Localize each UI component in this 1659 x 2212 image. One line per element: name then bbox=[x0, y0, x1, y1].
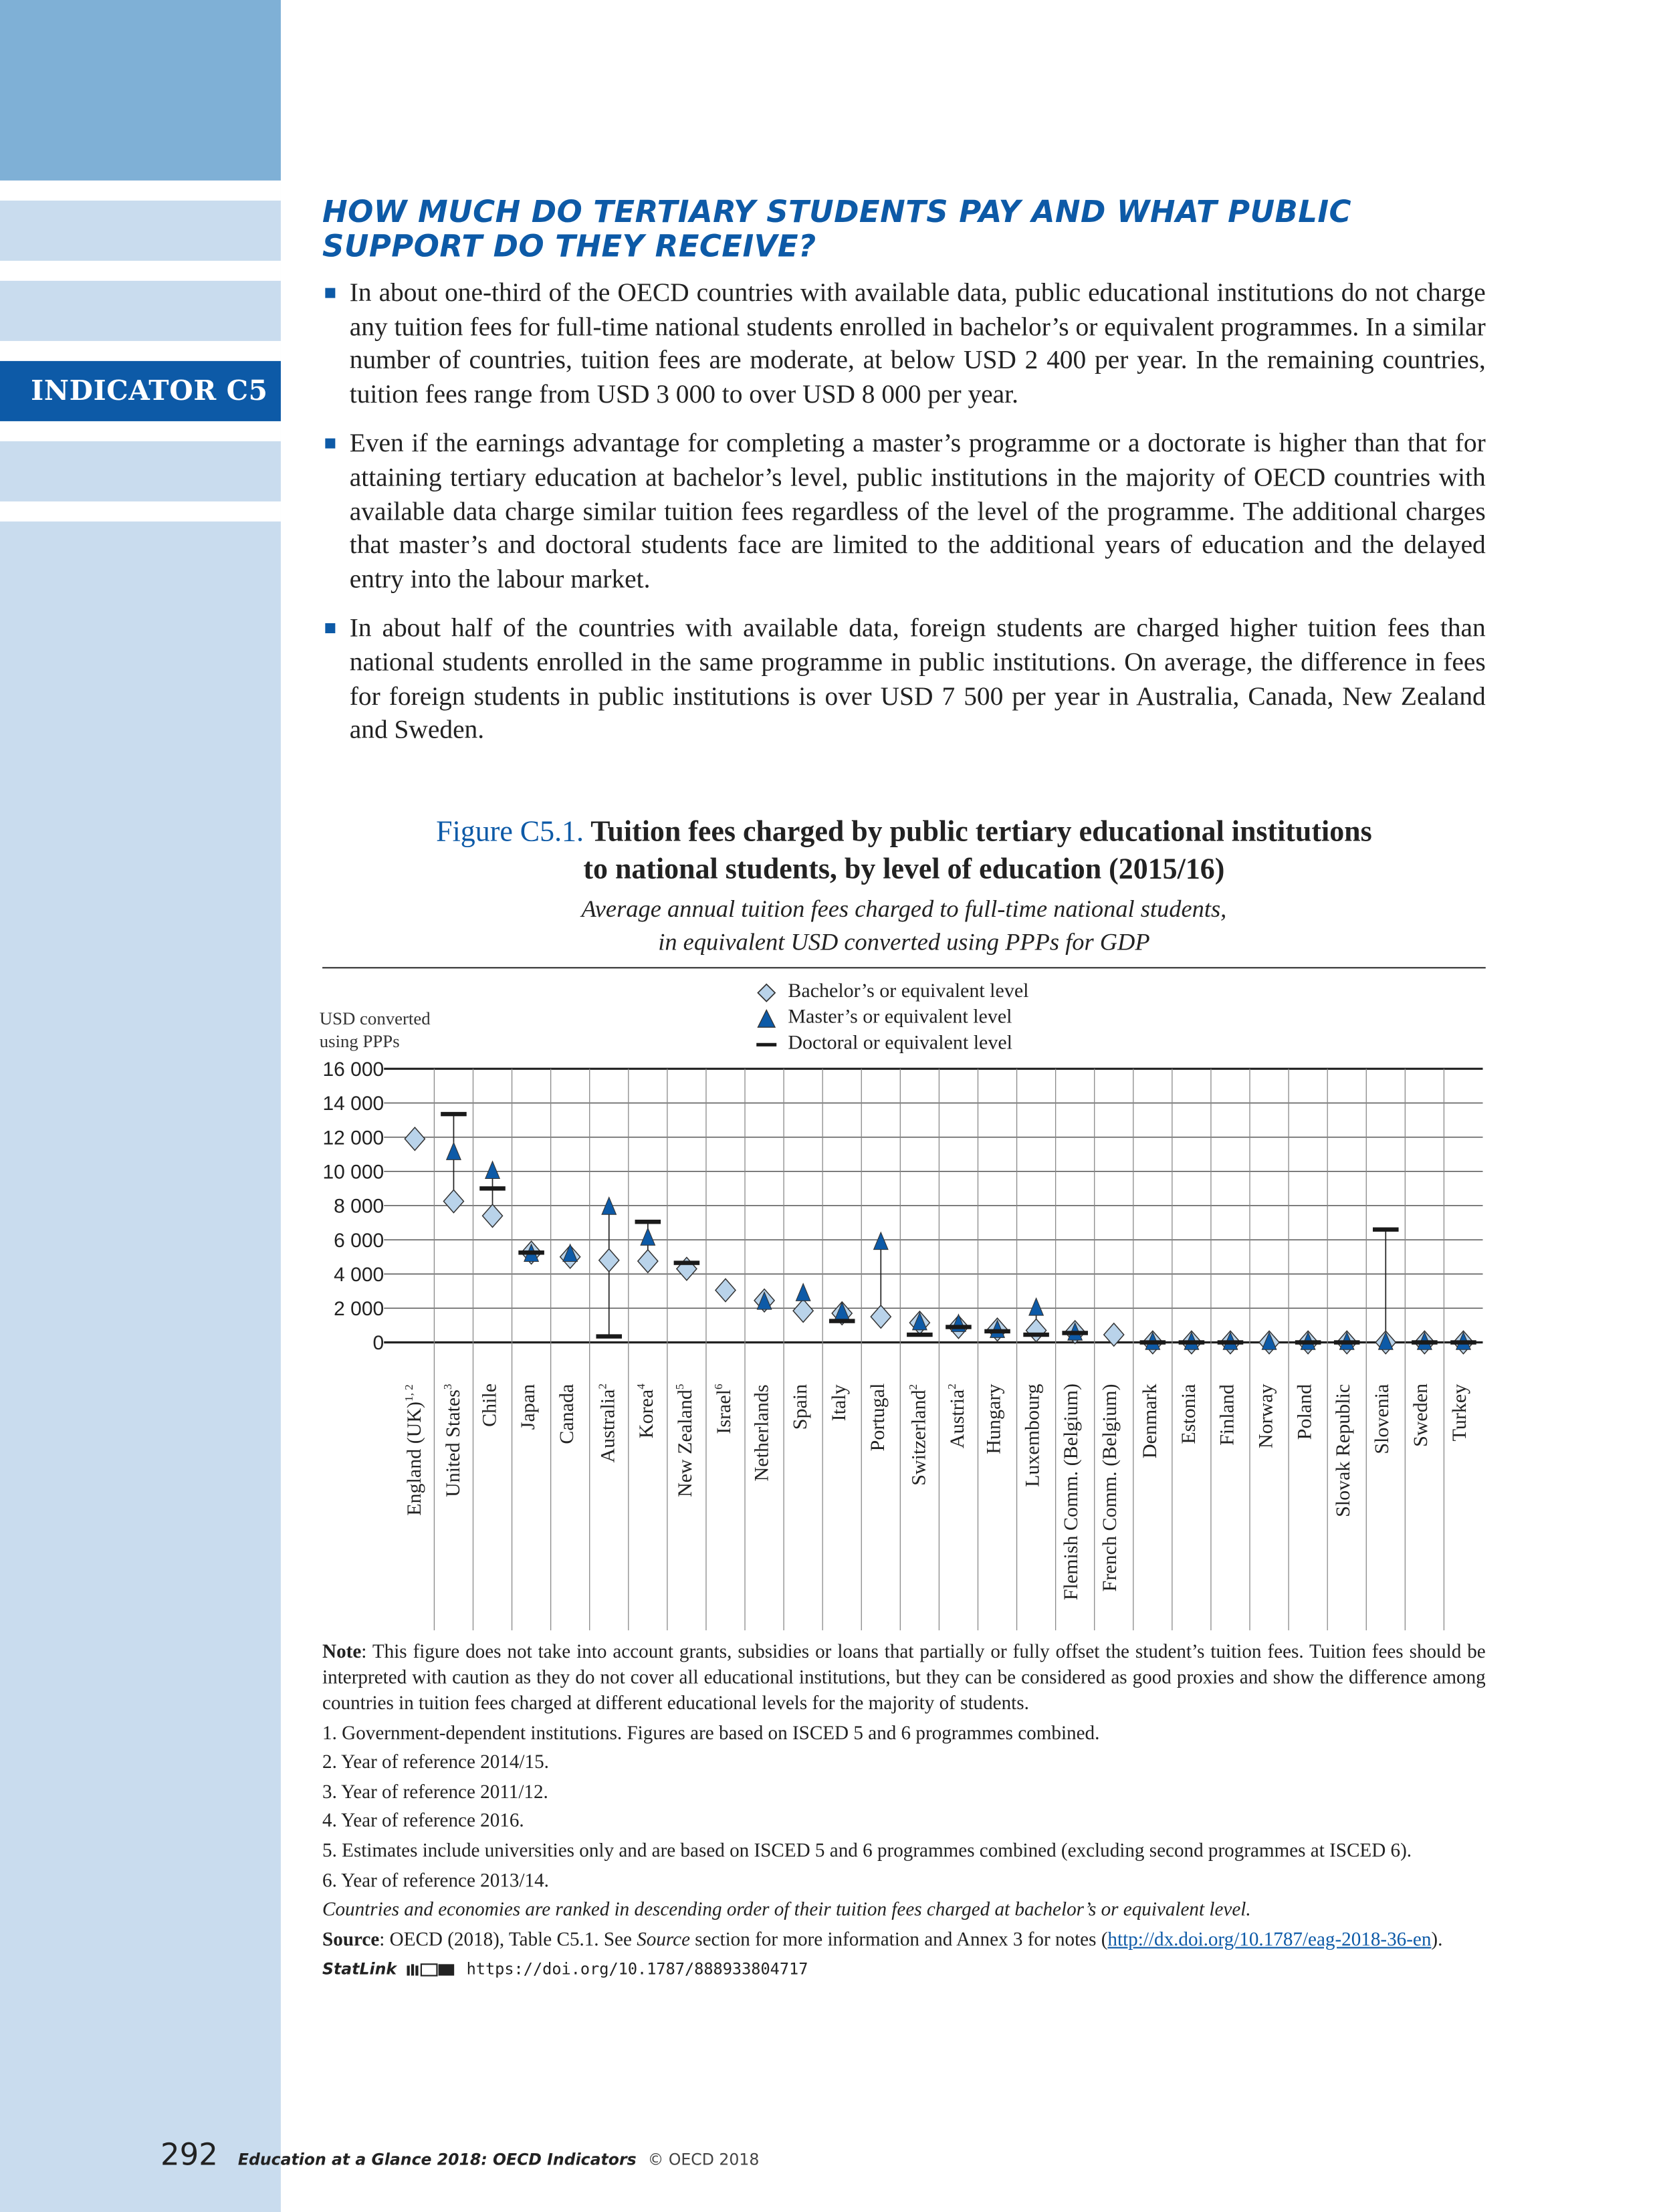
y-tick-label: 0 bbox=[372, 1332, 384, 1355]
statlink-logo-icon bbox=[407, 1963, 456, 1977]
country-name: Spain bbox=[790, 1384, 812, 1430]
doctoral-point bbox=[596, 1334, 622, 1338]
source-label: Source bbox=[322, 1928, 380, 1950]
doctoral-point bbox=[1140, 1340, 1166, 1344]
doctoral-point bbox=[829, 1319, 855, 1323]
x-tick-label bbox=[868, 1384, 891, 1452]
y-tick-label: 2 000 bbox=[334, 1298, 384, 1321]
x-tick-label bbox=[1062, 1384, 1085, 1600]
bachelor-point bbox=[871, 1305, 891, 1328]
statlink bbox=[322, 1956, 1486, 1983]
legend-label: Bachelor’s or equivalent level bbox=[788, 981, 1029, 1003]
country-footnote-ref: 2 bbox=[596, 1383, 609, 1390]
footnote: 4. Year of reference 2016. bbox=[322, 1809, 524, 1832]
indicator-label: INDICATOR C5 bbox=[0, 361, 281, 421]
doctoral-point bbox=[907, 1333, 933, 1337]
x-tick-label bbox=[1256, 1384, 1279, 1448]
figure-notes bbox=[322, 1639, 1486, 1987]
statlink-url[interactable]: https://doi.org/10.1787/888933804717 bbox=[466, 1960, 808, 1979]
country-name: Australia bbox=[598, 1389, 621, 1463]
master-point bbox=[1029, 1298, 1043, 1315]
bachelor-point bbox=[483, 1204, 503, 1227]
note bbox=[322, 1639, 1486, 1717]
country-name: French Comm. (Belgium) bbox=[1101, 1384, 1123, 1592]
page-number: 292 bbox=[160, 2137, 218, 2173]
country-name: Finland bbox=[1217, 1384, 1239, 1446]
doctoral-point bbox=[518, 1250, 544, 1254]
x-tick-label bbox=[752, 1384, 774, 1481]
bachelor-point bbox=[638, 1250, 658, 1273]
doctoral-point bbox=[441, 1112, 467, 1116]
country-name: Norway bbox=[1256, 1384, 1278, 1449]
statlink-label: StatLink bbox=[322, 1960, 397, 1979]
doctoral-point bbox=[1334, 1340, 1360, 1344]
y-tick-label: 10 000 bbox=[322, 1161, 384, 1184]
page-title: HOW MUCH DO TERTIARY STUDENTS PAY AND WHAT PUBLIC SUPPORT DO THEY RECEIVE? bbox=[322, 195, 1351, 264]
y-tick-label: 6 000 bbox=[334, 1229, 384, 1252]
x-tick-label bbox=[674, 1384, 699, 1497]
bachelor-point bbox=[715, 1279, 736, 1301]
country-name: New Zealand bbox=[676, 1390, 698, 1497]
figure-title-line1: Tuition fees charged by public tertiary educational institutions bbox=[590, 816, 1372, 849]
source-text: section for more information and Annex 3 for notes ( bbox=[690, 1928, 1108, 1950]
country-footnote-ref: 2 bbox=[907, 1384, 920, 1390]
country-footnote-ref: 4 bbox=[635, 1384, 648, 1390]
master-point bbox=[447, 1143, 461, 1160]
x-tick-label bbox=[1450, 1384, 1473, 1442]
country-name: Estonia bbox=[1178, 1384, 1200, 1444]
country-name: Slovenia bbox=[1372, 1384, 1395, 1454]
master-point bbox=[641, 1228, 655, 1246]
country-footnote-ref: 1, 2 bbox=[402, 1384, 415, 1402]
copyright: © OECD 2018 bbox=[647, 2150, 760, 2169]
y-tick-label: 12 000 bbox=[322, 1127, 384, 1149]
doctoral-point bbox=[674, 1260, 700, 1264]
x-tick-label bbox=[1140, 1384, 1163, 1458]
x-tick-label bbox=[1334, 1384, 1357, 1517]
footnote: 6. Year of reference 2013/14. bbox=[322, 1869, 549, 1891]
x-tick-label bbox=[1373, 1384, 1396, 1454]
country-name: Italy bbox=[828, 1384, 851, 1422]
doctoral-point bbox=[1373, 1228, 1399, 1232]
bullet-text: In about one-third of the OECD countries with available data, public educational institutions do not charge any tuition fees for full-time national students enrolled in bachelor’s or equivalent programmes. In a similar number of countries, tuition fees are moderate, at below USD 2 400 per year. In the remaining countries, tuition fees range from USD 3 000 to over USD 8 000 per year. bbox=[349, 278, 1486, 409]
x-tick-label bbox=[518, 1384, 541, 1430]
doctoral-point bbox=[1412, 1340, 1438, 1344]
x-tick-label bbox=[596, 1384, 621, 1463]
master-point bbox=[796, 1284, 810, 1301]
x-tick-label bbox=[984, 1384, 1007, 1454]
note-label: Note bbox=[322, 1640, 362, 1662]
bachelor-point bbox=[599, 1249, 619, 1272]
x-tick-label bbox=[557, 1384, 580, 1444]
note-text: : This figure does not take into account grants, subsidies or loans that partially or fully offset the student’s tuition fees. Tuition fees should be interpreted with caution as they do not cover all educational institutions, but they can be considered as good proxies and show the difference among countries in tuition fees charged at different educational levels for the majority of students. bbox=[322, 1640, 1486, 1714]
y-tick-label: 16 000 bbox=[322, 1059, 384, 1081]
source-text: ). bbox=[1431, 1928, 1443, 1950]
y-tick-label: 8 000 bbox=[334, 1195, 384, 1218]
country-name: Hungary bbox=[984, 1384, 1006, 1454]
doctoral-point bbox=[946, 1325, 972, 1329]
country-name: Slovak Republic bbox=[1333, 1384, 1356, 1517]
country-name: Sweden bbox=[1412, 1383, 1434, 1447]
country-name: Japan bbox=[518, 1384, 540, 1430]
publication-title: Education at a Glance 2018: OECD Indicators bbox=[237, 2150, 637, 2169]
x-tick-label bbox=[1101, 1384, 1123, 1592]
source-italic: Source bbox=[637, 1928, 691, 1950]
doctoral-point bbox=[635, 1220, 661, 1224]
page-footer bbox=[160, 2138, 759, 2172]
x-tick-label bbox=[907, 1384, 932, 1486]
x-tick-label bbox=[1023, 1384, 1046, 1486]
figure-subtitle-line2: in equivalent USD converted using PPPs for GDP bbox=[658, 928, 1150, 956]
y-tick-label: 14 000 bbox=[322, 1093, 384, 1115]
country-name: Israel bbox=[715, 1390, 737, 1434]
bachelor-point bbox=[443, 1190, 463, 1212]
x-tick-label bbox=[713, 1384, 738, 1434]
x-tick-label bbox=[479, 1384, 502, 1427]
country-footnote-ref: 6 bbox=[712, 1384, 726, 1390]
x-tick-label bbox=[946, 1384, 971, 1448]
country-name: Denmark bbox=[1139, 1384, 1162, 1459]
bachelor-point bbox=[405, 1127, 425, 1150]
source-text: : OECD (2018), Table C5.1. See bbox=[379, 1928, 637, 1950]
x-tick-label bbox=[1412, 1384, 1434, 1447]
footnote: 3. Year of reference 2011/12. bbox=[322, 1780, 548, 1802]
master-point bbox=[874, 1232, 888, 1250]
doctoral-point bbox=[984, 1329, 1010, 1333]
country-name: Switzerland bbox=[909, 1390, 931, 1486]
doctoral-point bbox=[1295, 1340, 1321, 1344]
doctoral-point bbox=[1218, 1340, 1244, 1344]
figure-subtitle-line1: Average annual tuition fees charged to full-time national students, bbox=[581, 895, 1227, 923]
figure-title-line2: to national students, by level of education (2015/16) bbox=[583, 853, 1225, 886]
x-tick-label bbox=[635, 1384, 661, 1438]
x-tick-label bbox=[1218, 1384, 1240, 1446]
doctoral-point bbox=[1023, 1333, 1049, 1337]
y-axis-title-line1: USD converted bbox=[319, 1008, 431, 1029]
country-name: Luxembourg bbox=[1023, 1384, 1045, 1487]
legend-label: Master’s or equivalent level bbox=[788, 1007, 1012, 1029]
ranking-note: Countries and economies are ranked in descending order of their tuition fees charged at bachelor’s or equivalent level. bbox=[322, 1898, 1251, 1920]
country-footnote-ref: 5 bbox=[673, 1384, 687, 1390]
bachelor-point bbox=[793, 1299, 813, 1322]
x-tick-label bbox=[1295, 1384, 1318, 1440]
x-tick-label bbox=[1179, 1384, 1202, 1444]
country-name: Flemish Comm. (Belgium) bbox=[1062, 1384, 1084, 1601]
doctoral-point bbox=[1062, 1331, 1088, 1335]
x-tick-label bbox=[441, 1384, 466, 1497]
country-footnote-ref: 2 bbox=[946, 1384, 959, 1390]
footnote: 1. Government-dependent institutions. Figures are based on ISCED 5 and 6 programmes combined. bbox=[322, 1721, 1100, 1743]
source bbox=[322, 1926, 1486, 1953]
country-name: Korea bbox=[637, 1389, 659, 1439]
country-footnote-ref: 3 bbox=[441, 1384, 454, 1390]
country-name: United States bbox=[443, 1390, 465, 1497]
source-link[interactable]: http://dx.doi.org/10.1787/eag-2018-36-en bbox=[1107, 1928, 1432, 1950]
bullet-text: Even if the earnings advantage for completing a master’s programme or a doctorate is higher than that for attaining tertiary education at bachelor’s level, public institutions in the majority of OECD countries with available data charge similar tuition fees regardless of the level of the programme. The additional charges that master’s and doctoral students face are limited to the additional years of education and the delayed entry into the labour market. bbox=[349, 429, 1486, 593]
footnote: 5. Estimates include universities only and are based on ISCED 5 and 6 programmes combined (excluding second programmes at ISCED 6). bbox=[322, 1839, 1412, 1862]
doctoral-point bbox=[1450, 1340, 1476, 1344]
country-name: Turkey bbox=[1450, 1384, 1472, 1442]
y-tick-label: 4 000 bbox=[334, 1263, 384, 1286]
doctoral-point bbox=[479, 1186, 506, 1190]
bullet-text: In about half of the countries with available data, foreign students are charged higher tuition fees than national students enrolled in the same programme in public institutions. On average, the difference in fees for foreign students in public institutions is over USD 7 500 per year in Australia, Canada, New Zealand and Sweden. bbox=[349, 613, 1486, 744]
figure-number: Figure C5.1. bbox=[436, 816, 584, 849]
country-name: Austria bbox=[948, 1389, 970, 1449]
x-tick-label bbox=[790, 1384, 813, 1430]
bachelor-point bbox=[1026, 1319, 1046, 1341]
x-tick-label bbox=[402, 1384, 427, 1515]
country-name: Poland bbox=[1295, 1384, 1317, 1440]
country-name: England (UK) bbox=[404, 1402, 426, 1516]
country-name: Chile bbox=[479, 1383, 502, 1427]
country-name: Netherlands bbox=[751, 1384, 773, 1482]
doctoral-point bbox=[1179, 1340, 1205, 1344]
footnote: 2. Year of reference 2014/15. bbox=[322, 1751, 549, 1773]
master-point bbox=[485, 1162, 500, 1179]
country-name: Portugal bbox=[867, 1383, 890, 1452]
legend-label: Doctoral or equivalent level bbox=[788, 1032, 1013, 1055]
y-axis-title-line2: using PPPs bbox=[319, 1031, 400, 1052]
country-name: Canada bbox=[557, 1384, 579, 1444]
x-tick-label bbox=[829, 1384, 852, 1421]
